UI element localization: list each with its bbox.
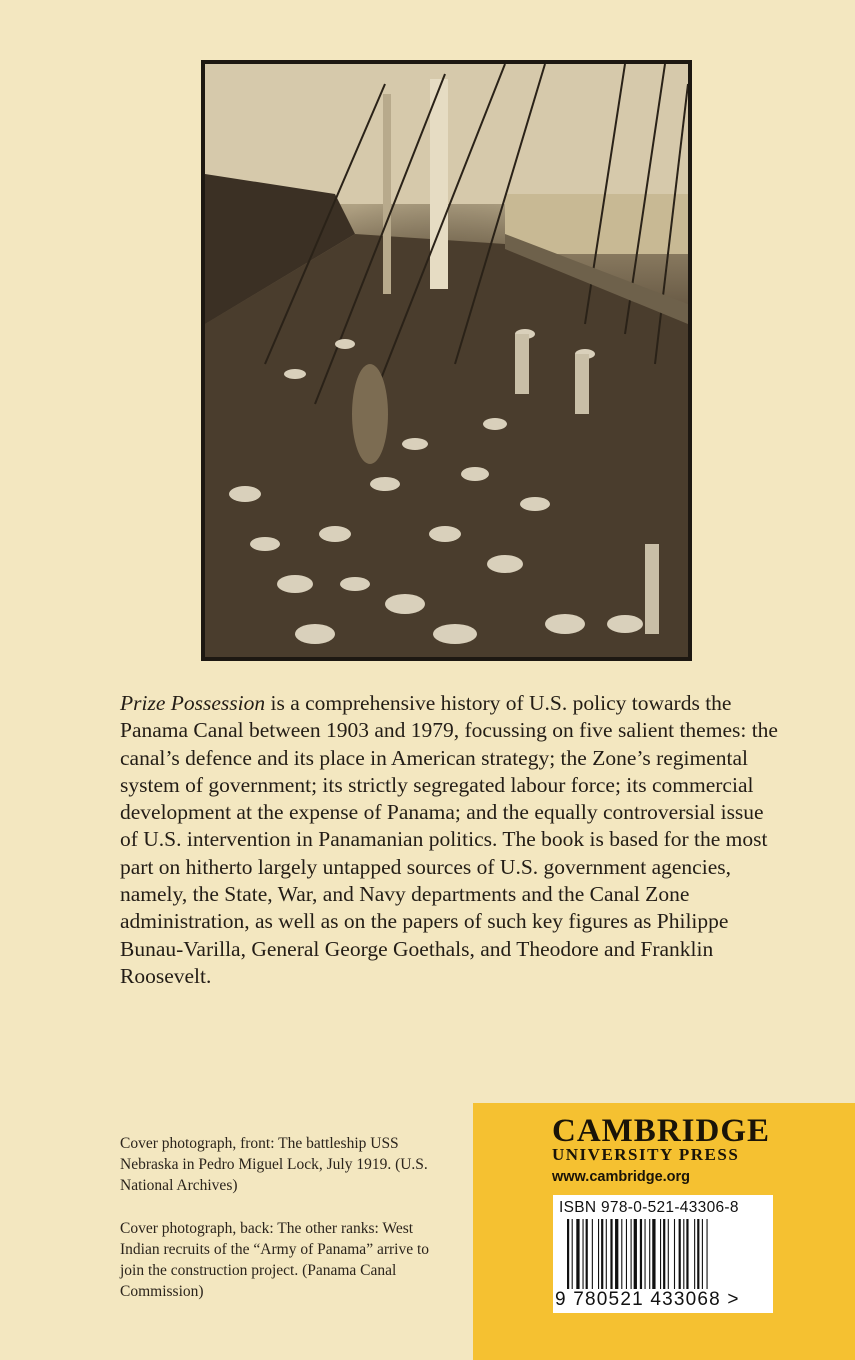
barcode-icon: [567, 1219, 755, 1289]
barcode-box: [553, 1195, 773, 1313]
publisher-panel: [473, 1103, 855, 1360]
photo-illustration: [205, 64, 688, 657]
cover-photo-frame: [201, 60, 692, 661]
barcode-digits: 9 780521 433068 >: [555, 1289, 740, 1310]
credit-front-photo: Cover photograph, front: The battleship USS Nebraska in Pedro Miguel Lock, July 1919. (U.S. National Archives): [120, 1135, 428, 1194]
ship-deck-crowd-photo: [205, 64, 688, 657]
book-title: Prize Possession: [120, 691, 266, 715]
publisher-url: www.cambridge.org: [552, 1169, 691, 1185]
publisher-name: CAMBRIDGE: [552, 1113, 771, 1149]
isbn-label: ISBN 978-0-521-43306-8: [559, 1199, 739, 1216]
credit-back-photo: Cover photograph, back: The other ranks: West Indian recruits of the “Army of Panama” arrive to join the construction project. (Panama Canal Commission): [120, 1220, 430, 1300]
blurb-text: is a comprehensive history of U.S. policy towards the Panama Canal between 1903 and 1979, focussing on five salient themes: the canal’s defence and its place in American strategy; the Zone’s regimental system of government; its strictly segregated labour force; its commercial development at the expense of Panama; and the equally controversial issue of U.S. intervention in Panamanian politics. The book is based for the most part on hitherto largely untapped sources of U.S. government agencies, namely, the State, War, and Navy departments and the Canal Zone administration, as well as on the papers of such key figures as Philippe Bunau-Varilla, General George Goethals, and Theodore and Franklin Roosevelt.: [120, 691, 778, 988]
book-blurb: [120, 690, 780, 990]
publisher-subtitle: UNIVERSITY PRESS: [552, 1145, 740, 1164]
